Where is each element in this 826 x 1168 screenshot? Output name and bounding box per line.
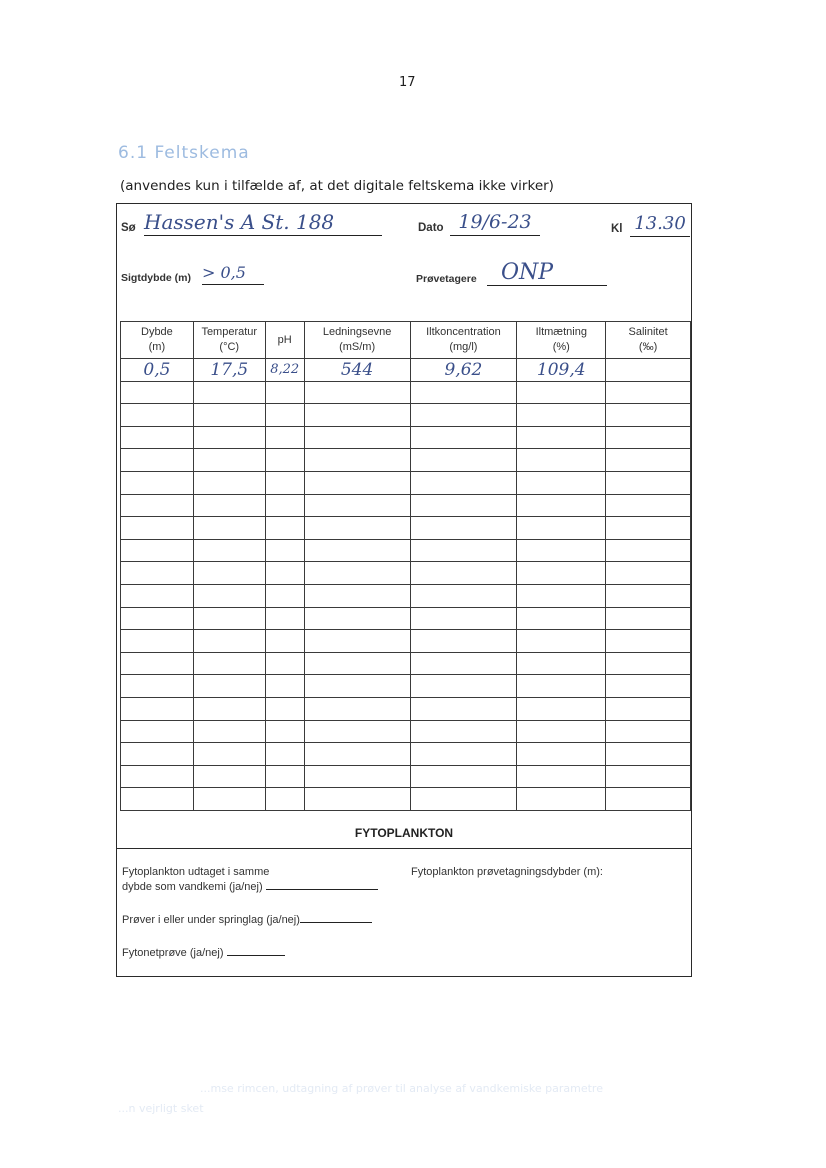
visibility-label: Sigtdybde (m) (121, 272, 191, 284)
table-cell[interactable] (193, 652, 265, 675)
table-cell[interactable] (410, 675, 517, 698)
table-row (121, 652, 691, 675)
table-cell[interactable] (304, 675, 410, 698)
table-cell[interactable] (517, 584, 606, 607)
table-cell[interactable] (410, 697, 517, 720)
table-row (121, 562, 691, 585)
table-cell[interactable] (410, 584, 517, 607)
table-cell[interactable] (517, 404, 606, 427)
col-header-oxygen-saturation: Iltmætning (%) (517, 322, 606, 359)
table-row (121, 720, 691, 743)
table-cell[interactable] (193, 471, 265, 494)
table-cell[interactable] (265, 584, 304, 607)
table-cell[interactable] (410, 630, 517, 653)
table-cell[interactable] (304, 652, 410, 675)
table-cell[interactable] (193, 404, 265, 427)
table-cell[interactable] (121, 494, 194, 517)
table-cell[interactable] (265, 788, 304, 811)
table-row (121, 404, 691, 427)
table-cell[interactable] (410, 562, 517, 585)
table-cell[interactable] (606, 607, 691, 630)
table-row (121, 675, 691, 698)
table-cell[interactable] (265, 381, 304, 404)
table-cell[interactable] (304, 539, 410, 562)
table-cell[interactable] (121, 675, 194, 698)
table-cell[interactable] (517, 630, 606, 653)
table-cell[interactable] (410, 788, 517, 811)
table-cell[interactable] (606, 652, 691, 675)
table-cell[interactable] (265, 765, 304, 788)
table-cell[interactable] (265, 697, 304, 720)
table-cell[interactable] (121, 788, 194, 811)
table-cell[interactable] (410, 743, 517, 766)
table-cell[interactable] (606, 381, 691, 404)
net-sample-question: Fytonetprøve (ja/nej) (122, 946, 285, 961)
table-cell[interactable] (265, 404, 304, 427)
date-field[interactable]: 19/6-23 (450, 210, 540, 236)
table-cell[interactable] (517, 381, 606, 404)
table-row (121, 494, 691, 517)
table-cell[interactable] (193, 562, 265, 585)
table-cell[interactable] (606, 788, 691, 811)
table-cell[interactable] (606, 517, 691, 540)
table-cell[interactable] (606, 697, 691, 720)
table-cell[interactable] (193, 426, 265, 449)
table-cell[interactable] (265, 517, 304, 540)
table-cell[interactable] (517, 471, 606, 494)
table-row (121, 765, 691, 788)
table-cell[interactable] (606, 494, 691, 517)
time-label: Kl (611, 223, 623, 235)
table-cell[interactable] (121, 471, 194, 494)
table-cell[interactable] (606, 765, 691, 788)
table-cell[interactable] (606, 426, 691, 449)
table-cell[interactable] (517, 449, 606, 472)
table-cell[interactable] (410, 471, 517, 494)
table-cell[interactable] (517, 517, 606, 540)
table-cell[interactable] (517, 494, 606, 517)
sampler-label: Prøvetagere (416, 273, 477, 285)
table-cell[interactable] (606, 720, 691, 743)
table-row (121, 539, 691, 562)
cell-salinity[interactable] (606, 359, 691, 382)
table-cell[interactable] (410, 426, 517, 449)
table-cell[interactable] (265, 539, 304, 562)
table-cell[interactable] (121, 381, 194, 404)
table-row (121, 381, 691, 404)
col-header-ph: pH (265, 322, 304, 359)
same-depth-field[interactable] (266, 889, 378, 890)
col-header-conductivity: Ledningsevne (mS/m) (304, 322, 410, 359)
table-cell[interactable] (265, 675, 304, 698)
springlag-field[interactable] (300, 922, 372, 923)
springlag-question: Prøver i eller under springlag (ja/nej) (122, 913, 372, 928)
col-header-depth: Dybde (m) (121, 322, 194, 359)
table-cell[interactable] (193, 788, 265, 811)
table-cell[interactable] (193, 607, 265, 630)
table-cell[interactable] (304, 449, 410, 472)
lake-label: Sø (121, 222, 136, 234)
table-cell[interactable] (517, 675, 606, 698)
time-field[interactable]: 13.30 (630, 212, 690, 237)
table-cell[interactable] (265, 630, 304, 653)
intro-text: (anvendes kun i tilfælde af, at det digitale feltskema ikke virker) (120, 178, 554, 194)
table-cell[interactable] (265, 607, 304, 630)
table-cell[interactable] (304, 381, 410, 404)
table-cell[interactable] (265, 494, 304, 517)
cell-depth[interactable]: 0,5 (121, 359, 194, 382)
table-cell[interactable] (121, 743, 194, 766)
table-cell[interactable] (410, 381, 517, 404)
table-cell[interactable] (304, 720, 410, 743)
table-cell[interactable] (304, 788, 410, 811)
table-cell[interactable] (517, 539, 606, 562)
table-cell[interactable] (410, 517, 517, 540)
table-cell[interactable] (265, 562, 304, 585)
table-row (121, 788, 691, 811)
table-cell[interactable] (517, 788, 606, 811)
sampler-field[interactable]: ONP (487, 259, 607, 286)
cell-conductivity[interactable]: 544 (304, 359, 410, 382)
lake-field[interactable]: Hassen's A St. 188 (144, 210, 382, 236)
table-cell[interactable] (517, 697, 606, 720)
table-cell[interactable] (121, 720, 194, 743)
faint-footer-line2: ...n vejrligt sket (118, 1102, 204, 1115)
table-cell[interactable] (606, 449, 691, 472)
table-row (121, 359, 691, 382)
table-cell[interactable] (304, 404, 410, 427)
table-cell[interactable] (121, 449, 194, 472)
table-cell[interactable] (304, 517, 410, 540)
table-row (121, 517, 691, 540)
table-cell[interactable] (304, 765, 410, 788)
table-row (121, 743, 691, 766)
table-cell[interactable] (517, 652, 606, 675)
table-cell[interactable] (265, 743, 304, 766)
table-cell[interactable] (606, 584, 691, 607)
table-cell[interactable] (121, 404, 194, 427)
table-header-row (121, 322, 691, 359)
table-cell[interactable] (517, 765, 606, 788)
table-cell[interactable] (121, 517, 194, 540)
table-cell[interactable] (304, 630, 410, 653)
table-cell[interactable] (304, 697, 410, 720)
table-cell[interactable] (606, 562, 691, 585)
table-cell[interactable] (193, 584, 265, 607)
table-cell[interactable] (304, 562, 410, 585)
table-cell[interactable] (606, 404, 691, 427)
table-cell[interactable] (265, 652, 304, 675)
table-cell[interactable] (193, 697, 265, 720)
table-row (121, 471, 691, 494)
table-cell[interactable] (193, 675, 265, 698)
table-cell[interactable] (265, 449, 304, 472)
same-depth-question: Fytoplankton udtaget i samme dybde som vandkemi (ja/nej) (122, 865, 378, 895)
cell-ph[interactable]: 8,22 (265, 359, 304, 382)
table-cell[interactable] (410, 494, 517, 517)
table-cell[interactable] (121, 562, 194, 585)
table-row (121, 697, 691, 720)
table-cell[interactable] (193, 449, 265, 472)
table-cell[interactable] (193, 765, 265, 788)
table-cell[interactable] (606, 539, 691, 562)
table-cell[interactable] (410, 652, 517, 675)
table-cell[interactable] (121, 584, 194, 607)
table-cell[interactable] (121, 765, 194, 788)
table-cell[interactable] (121, 630, 194, 653)
table-cell[interactable] (517, 607, 606, 630)
cell-oxygen-concentration[interactable]: 9,62 (410, 359, 517, 382)
table-cell[interactable] (606, 471, 691, 494)
table-cell[interactable] (265, 426, 304, 449)
table-row (121, 607, 691, 630)
table-row (121, 630, 691, 653)
table-cell[interactable] (121, 607, 194, 630)
table-cell[interactable] (304, 607, 410, 630)
cell-temperature[interactable]: 17,5 (193, 359, 265, 382)
section-divider (116, 848, 692, 849)
table-row (121, 449, 691, 472)
table-cell[interactable] (517, 720, 606, 743)
table-cell[interactable] (410, 607, 517, 630)
section-heading: 6.1 Feltskema (118, 143, 250, 163)
table-cell[interactable] (193, 517, 265, 540)
net-sample-field[interactable] (227, 955, 285, 956)
table-cell[interactable] (304, 494, 410, 517)
cell-oxygen-saturation[interactable]: 109,4 (517, 359, 606, 382)
table-cell[interactable] (606, 675, 691, 698)
table-cell[interactable] (517, 426, 606, 449)
table-cell[interactable] (265, 471, 304, 494)
measurement-table (120, 321, 691, 811)
table-cell[interactable] (265, 720, 304, 743)
table-cell[interactable] (606, 743, 691, 766)
table-cell[interactable] (606, 630, 691, 653)
table-cell[interactable] (121, 426, 194, 449)
table-cell[interactable] (121, 652, 194, 675)
table-cell[interactable] (193, 630, 265, 653)
table-cell[interactable] (193, 743, 265, 766)
table-cell[interactable] (410, 539, 517, 562)
faint-footer-line1: ...mse rimcen, udtagning af prøver til analyse af vandkemiske parametre (200, 1082, 603, 1095)
table-row (121, 584, 691, 607)
table-cell[interactable] (121, 539, 194, 562)
visibility-field[interactable]: > 0,5 (202, 262, 264, 285)
fytoplankton-title: FYTOPLANKTON (354, 826, 454, 840)
sampling-depths-label: Fytoplankton prøvetagningsdybder (m): (411, 866, 603, 878)
table-cell[interactable] (304, 471, 410, 494)
table-cell[interactable] (410, 765, 517, 788)
col-header-salinity: Salinitet (‰) (606, 322, 691, 359)
table-cell[interactable] (304, 584, 410, 607)
table-cell[interactable] (193, 381, 265, 404)
date-label: Dato (418, 222, 444, 234)
table-cell[interactable] (517, 562, 606, 585)
table-cell[interactable] (193, 494, 265, 517)
page-number: 17 (399, 75, 416, 90)
table-cell[interactable] (193, 539, 265, 562)
table-cell[interactable] (193, 720, 265, 743)
table-cell[interactable] (410, 720, 517, 743)
table-cell[interactable] (304, 426, 410, 449)
table-cell[interactable] (121, 697, 194, 720)
table-row (121, 426, 691, 449)
col-header-temperature: Temperatur (°C) (193, 322, 265, 359)
table-cell[interactable] (304, 743, 410, 766)
col-header-oxygen-concentration: Iltkoncentration (mg/l) (410, 322, 517, 359)
table-cell[interactable] (410, 404, 517, 427)
table-cell[interactable] (410, 449, 517, 472)
table-cell[interactable] (517, 743, 606, 766)
